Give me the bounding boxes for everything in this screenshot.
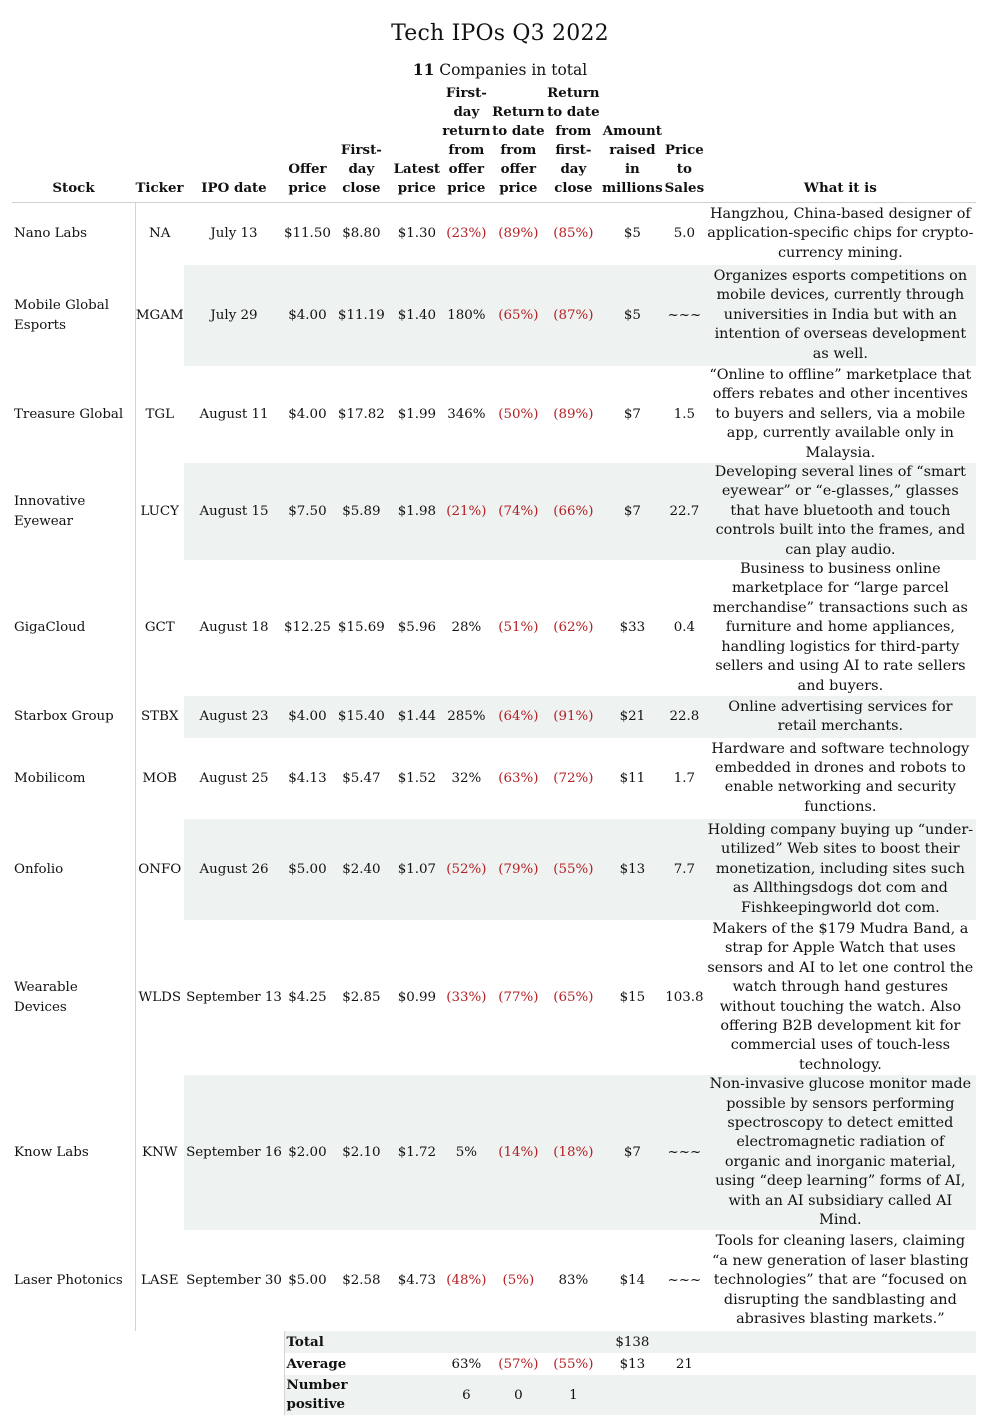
- total-amount: $138: [601, 1331, 664, 1353]
- first-day-return: (52%): [442, 819, 491, 920]
- description: Organizes esports competitions on mobile devices, currently through universities in India but with an intention of overseas development as well.: [705, 265, 976, 366]
- return-from-first-day: (18%): [546, 1075, 601, 1230]
- amount-raised: $7: [601, 1075, 664, 1230]
- header-latest-price: Latest price: [392, 84, 442, 203]
- first-day-return: 346%: [447, 406, 486, 422]
- price-to-sales: 103.8: [665, 989, 704, 1005]
- offer-price: $4.13: [288, 770, 327, 786]
- ipo-date: August 25: [199, 770, 269, 786]
- total-label: Total: [284, 1331, 442, 1353]
- price-to-sales: ~~~: [664, 265, 705, 366]
- offer-price: $11.50: [284, 226, 331, 242]
- positive-return-from-first-day: 1: [546, 1375, 601, 1415]
- ipo-date: August 11: [199, 406, 269, 422]
- return-from-first-day: (55%): [546, 819, 601, 920]
- header-ticker: Ticker: [135, 84, 184, 203]
- table-row: [12, 560, 976, 696]
- first-day-close: $11.19: [331, 265, 392, 366]
- stock-name: Innovative Eyewear: [12, 463, 135, 560]
- table-row: [12, 1075, 976, 1230]
- latest-price: $1.40: [392, 265, 442, 366]
- amount-raised: $21: [601, 696, 664, 738]
- return-from-offer: (5%): [502, 1273, 535, 1289]
- first-day-close: $2.58: [342, 1273, 381, 1289]
- average-amount: $13: [619, 1356, 646, 1372]
- return-from-first-day: (87%): [546, 265, 601, 366]
- header-ipo-date: IPO date: [184, 84, 284, 203]
- return-from-first-day: (65%): [553, 989, 594, 1005]
- header-price-to-sales: Price to Sales: [664, 84, 705, 203]
- price-to-sales: 1.7: [673, 770, 695, 786]
- first-day-close: $2.10: [331, 1075, 392, 1230]
- return-from-first-day: (89%): [553, 406, 594, 422]
- table-row: [12, 203, 976, 266]
- stock-name: Starbox Group: [12, 696, 135, 738]
- first-day-return: (23%): [446, 226, 487, 242]
- ticker: NA: [149, 226, 171, 242]
- stock-name: GigaCloud: [12, 560, 135, 696]
- return-from-offer: (14%): [491, 1075, 546, 1230]
- table-row: [12, 366, 976, 463]
- description: “Online to offline” marketplace that offers rebates and other incentives to buyers and sellers, via a mobile app, currently available only in Malaysia.: [709, 367, 972, 461]
- header-what-it-is: What it is: [705, 84, 976, 203]
- description: Hangzhou, China-based designer of application-specific chips for crypto-currency mining.: [707, 205, 974, 261]
- return-from-first-day: (72%): [553, 770, 594, 786]
- total-row: [12, 1331, 976, 1353]
- ipo-date: August 23: [184, 696, 284, 738]
- return-from-offer: (63%): [498, 770, 539, 786]
- ipo-date: August 15: [184, 463, 284, 560]
- ticker: GCT: [144, 620, 175, 636]
- return-from-offer: (50%): [498, 406, 539, 422]
- stock-name: Know Labs: [12, 1075, 135, 1230]
- return-from-offer: (65%): [491, 265, 546, 366]
- amount-raised: $5: [623, 226, 641, 242]
- first-day-return: (33%): [446, 989, 487, 1005]
- price-to-sales: ~~~: [667, 1273, 702, 1289]
- ticker: STBX: [135, 696, 184, 738]
- return-from-offer: (77%): [498, 989, 539, 1005]
- offer-price: $7.50: [284, 463, 331, 560]
- first-day-return: 180%: [442, 265, 491, 366]
- first-day-close: $15.69: [337, 620, 385, 636]
- ipo-date: August 18: [199, 620, 269, 636]
- subtitle-text: Companies in total: [439, 61, 588, 79]
- ticker: TGL: [145, 406, 175, 422]
- description: Developing several lines of “smart eyewear” or “e-glasses,” glasses that have bluetooth and touch controls built into the frames, and can play audio.: [705, 463, 976, 560]
- stock-name: Mobile Global Esports: [12, 265, 135, 366]
- latest-price: $1.07: [392, 819, 442, 920]
- ipo-date: September 30: [186, 1273, 282, 1289]
- amount-raised: $5: [601, 265, 664, 366]
- price-to-sales: 7.7: [664, 819, 705, 920]
- return-from-offer: (79%): [491, 819, 546, 920]
- offer-price: $4.00: [288, 406, 327, 422]
- header-amount-raised: Amount raised in millions: [601, 84, 664, 203]
- ticker: MGAM: [135, 265, 184, 366]
- description: Holding company buying up “under-utilized” Web sites to boost their monetization, including sites such as Allthingsdogs dot com and Fishkeepingworld dot com.: [705, 819, 976, 920]
- page-title: Tech IPOs Q3 2022: [391, 21, 609, 46]
- first-day-close: $8.80: [342, 226, 381, 242]
- first-day-close: $5.47: [342, 770, 381, 786]
- description: Business to business online marketplace for “large parcel merchandise” transactions such as furniture and home appliances, handling logistics for third-party sellers and using AI to rate sellers and buyers.: [712, 561, 968, 694]
- first-day-return: 28%: [451, 620, 482, 636]
- ticker: LUCY: [135, 463, 184, 560]
- table-row: [12, 920, 976, 1075]
- average-row: [12, 1353, 976, 1375]
- return-from-first-day: (85%): [553, 226, 594, 242]
- ipo-date: July 13: [210, 226, 258, 242]
- table-row: [12, 819, 976, 920]
- average-price-to-sales: 21: [675, 1356, 693, 1372]
- amount-raised: $13: [601, 819, 664, 920]
- latest-price: $1.30: [397, 226, 437, 242]
- header-return-from-offer: Return to date from offer price: [491, 84, 546, 203]
- company-count: 11: [412, 60, 435, 79]
- return-from-offer: (89%): [498, 226, 539, 242]
- return-from-offer: (64%): [491, 696, 546, 738]
- first-day-return: 5%: [442, 1075, 491, 1230]
- table-row: [12, 463, 976, 560]
- latest-price: $0.99: [397, 989, 437, 1005]
- return-from-first-day: (66%): [546, 463, 601, 560]
- return-from-offer: (51%): [498, 620, 539, 636]
- amount-raised: $33: [619, 620, 646, 636]
- description: Makers of the $179 Mudra Band, a strap for Apple Watch that uses sensors and AI to let one control the watch through hand gestures without touching the watch. Also offering B2B development kit for commercial uses of touch-less technology.: [707, 920, 974, 1073]
- latest-price: $1.44: [392, 696, 442, 738]
- positive-first-day-return: 6: [442, 1375, 491, 1415]
- return-from-offer: (74%): [491, 463, 546, 560]
- price-to-sales: 0.4: [673, 620, 695, 636]
- stock-name: Onfolio: [12, 819, 135, 920]
- first-day-return: (48%): [446, 1273, 487, 1289]
- latest-price: $1.52: [397, 770, 437, 786]
- ticker: KNW: [135, 1075, 184, 1230]
- price-to-sales: 5.0: [673, 226, 695, 242]
- header-first-day-close: First-day close: [331, 84, 392, 203]
- header-first-day-return: First-day return from offer price: [442, 84, 491, 203]
- average-label: Average: [286, 1355, 347, 1372]
- offer-price: $4.00: [284, 265, 331, 366]
- ticker: MOB: [142, 770, 178, 786]
- average-return-from-first-day: (55%): [553, 1356, 594, 1372]
- price-to-sales: 22.7: [664, 463, 705, 560]
- table-header-row: [12, 84, 976, 203]
- offer-price: $4.25: [288, 989, 327, 1005]
- return-from-first-day: (91%): [546, 696, 601, 738]
- page-subtitle: [0, 60, 1000, 79]
- latest-price: $4.73: [397, 1273, 437, 1289]
- header-stock: Stock: [12, 84, 135, 203]
- stock-name: Nano Labs: [12, 203, 135, 266]
- average-return-from-offer: (57%): [498, 1356, 539, 1372]
- latest-price: $1.72: [392, 1075, 442, 1230]
- price-to-sales: ~~~: [664, 1075, 705, 1230]
- offer-price: $2.00: [284, 1075, 331, 1230]
- positive-return-from-offer: 0: [491, 1375, 546, 1415]
- average-first-day-return: 63%: [451, 1356, 482, 1372]
- price-to-sales: 22.8: [664, 696, 705, 738]
- description: Online advertising services for retail merchants.: [705, 696, 976, 738]
- ticker: LASE: [140, 1273, 179, 1289]
- positive-label: Number positive: [284, 1375, 442, 1415]
- amount-raised: $14: [619, 1273, 646, 1289]
- offer-price: $5.00: [284, 819, 331, 920]
- first-day-return: 285%: [442, 696, 491, 738]
- stock-name: Treasure Global: [12, 366, 135, 463]
- stock-name: Mobilicom: [12, 738, 135, 819]
- ipo-date: September 13: [186, 989, 282, 1005]
- offer-price: $4.00: [284, 696, 331, 738]
- table-row: [12, 696, 976, 738]
- ipo-date: September 16: [184, 1075, 284, 1230]
- first-day-close: $5.89: [331, 463, 392, 560]
- ipo-date: August 26: [184, 819, 284, 920]
- amount-raised: $15: [619, 989, 646, 1005]
- table-row: [12, 738, 976, 819]
- description: Hardware and software technology embedded in drones and robots to enable networking and security functions.: [711, 740, 970, 815]
- return-from-first-day: 83%: [558, 1273, 589, 1289]
- amount-raised: $7: [601, 463, 664, 560]
- first-day-return: (21%): [442, 463, 491, 560]
- first-day-close: $15.40: [331, 696, 392, 738]
- amount-raised: $7: [623, 406, 641, 422]
- first-day-close: $2.40: [331, 819, 392, 920]
- description: Tools for cleaning lasers, claiming “a new generation of laser blasting technologies” that are “focused on disrupting the sandblasting and abrasives blasting markets.”: [711, 1233, 969, 1328]
- first-day-return: 32%: [451, 770, 482, 786]
- latest-price: $1.98: [392, 463, 442, 560]
- price-to-sales: 1.5: [673, 406, 695, 422]
- ipo-table: [12, 84, 976, 1415]
- stock-name: Wearable Devices: [12, 920, 135, 1075]
- offer-price: $5.00: [288, 1273, 327, 1289]
- offer-price: $12.25: [284, 620, 331, 636]
- amount-raised: $11: [619, 770, 646, 786]
- header-return-from-first-day: Return to date from first-day close: [546, 84, 601, 203]
- table-row: [12, 265, 976, 366]
- stock-name: Laser Photonics: [12, 1230, 135, 1331]
- return-from-first-day: (62%): [553, 620, 594, 636]
- header-offer-price: Offer price: [284, 84, 331, 203]
- latest-price: $1.99: [397, 406, 437, 422]
- latest-price: $5.96: [397, 620, 437, 636]
- ticker: WLDS: [138, 989, 182, 1005]
- ticker: ONFO: [135, 819, 184, 920]
- first-day-close: $2.85: [342, 989, 381, 1005]
- table-row: [12, 1230, 976, 1331]
- first-day-close: $17.82: [337, 406, 385, 422]
- positive-row: [12, 1375, 976, 1415]
- ipo-date: July 29: [184, 265, 284, 366]
- description: Non-invasive glucose monitor made possible by sensors performing spectroscopy to detect emitted electromagnetic radiation of organic and inorganic material, using “deep learning” forms of AI, with an AI subsidiary called AI Mind.: [705, 1075, 976, 1230]
